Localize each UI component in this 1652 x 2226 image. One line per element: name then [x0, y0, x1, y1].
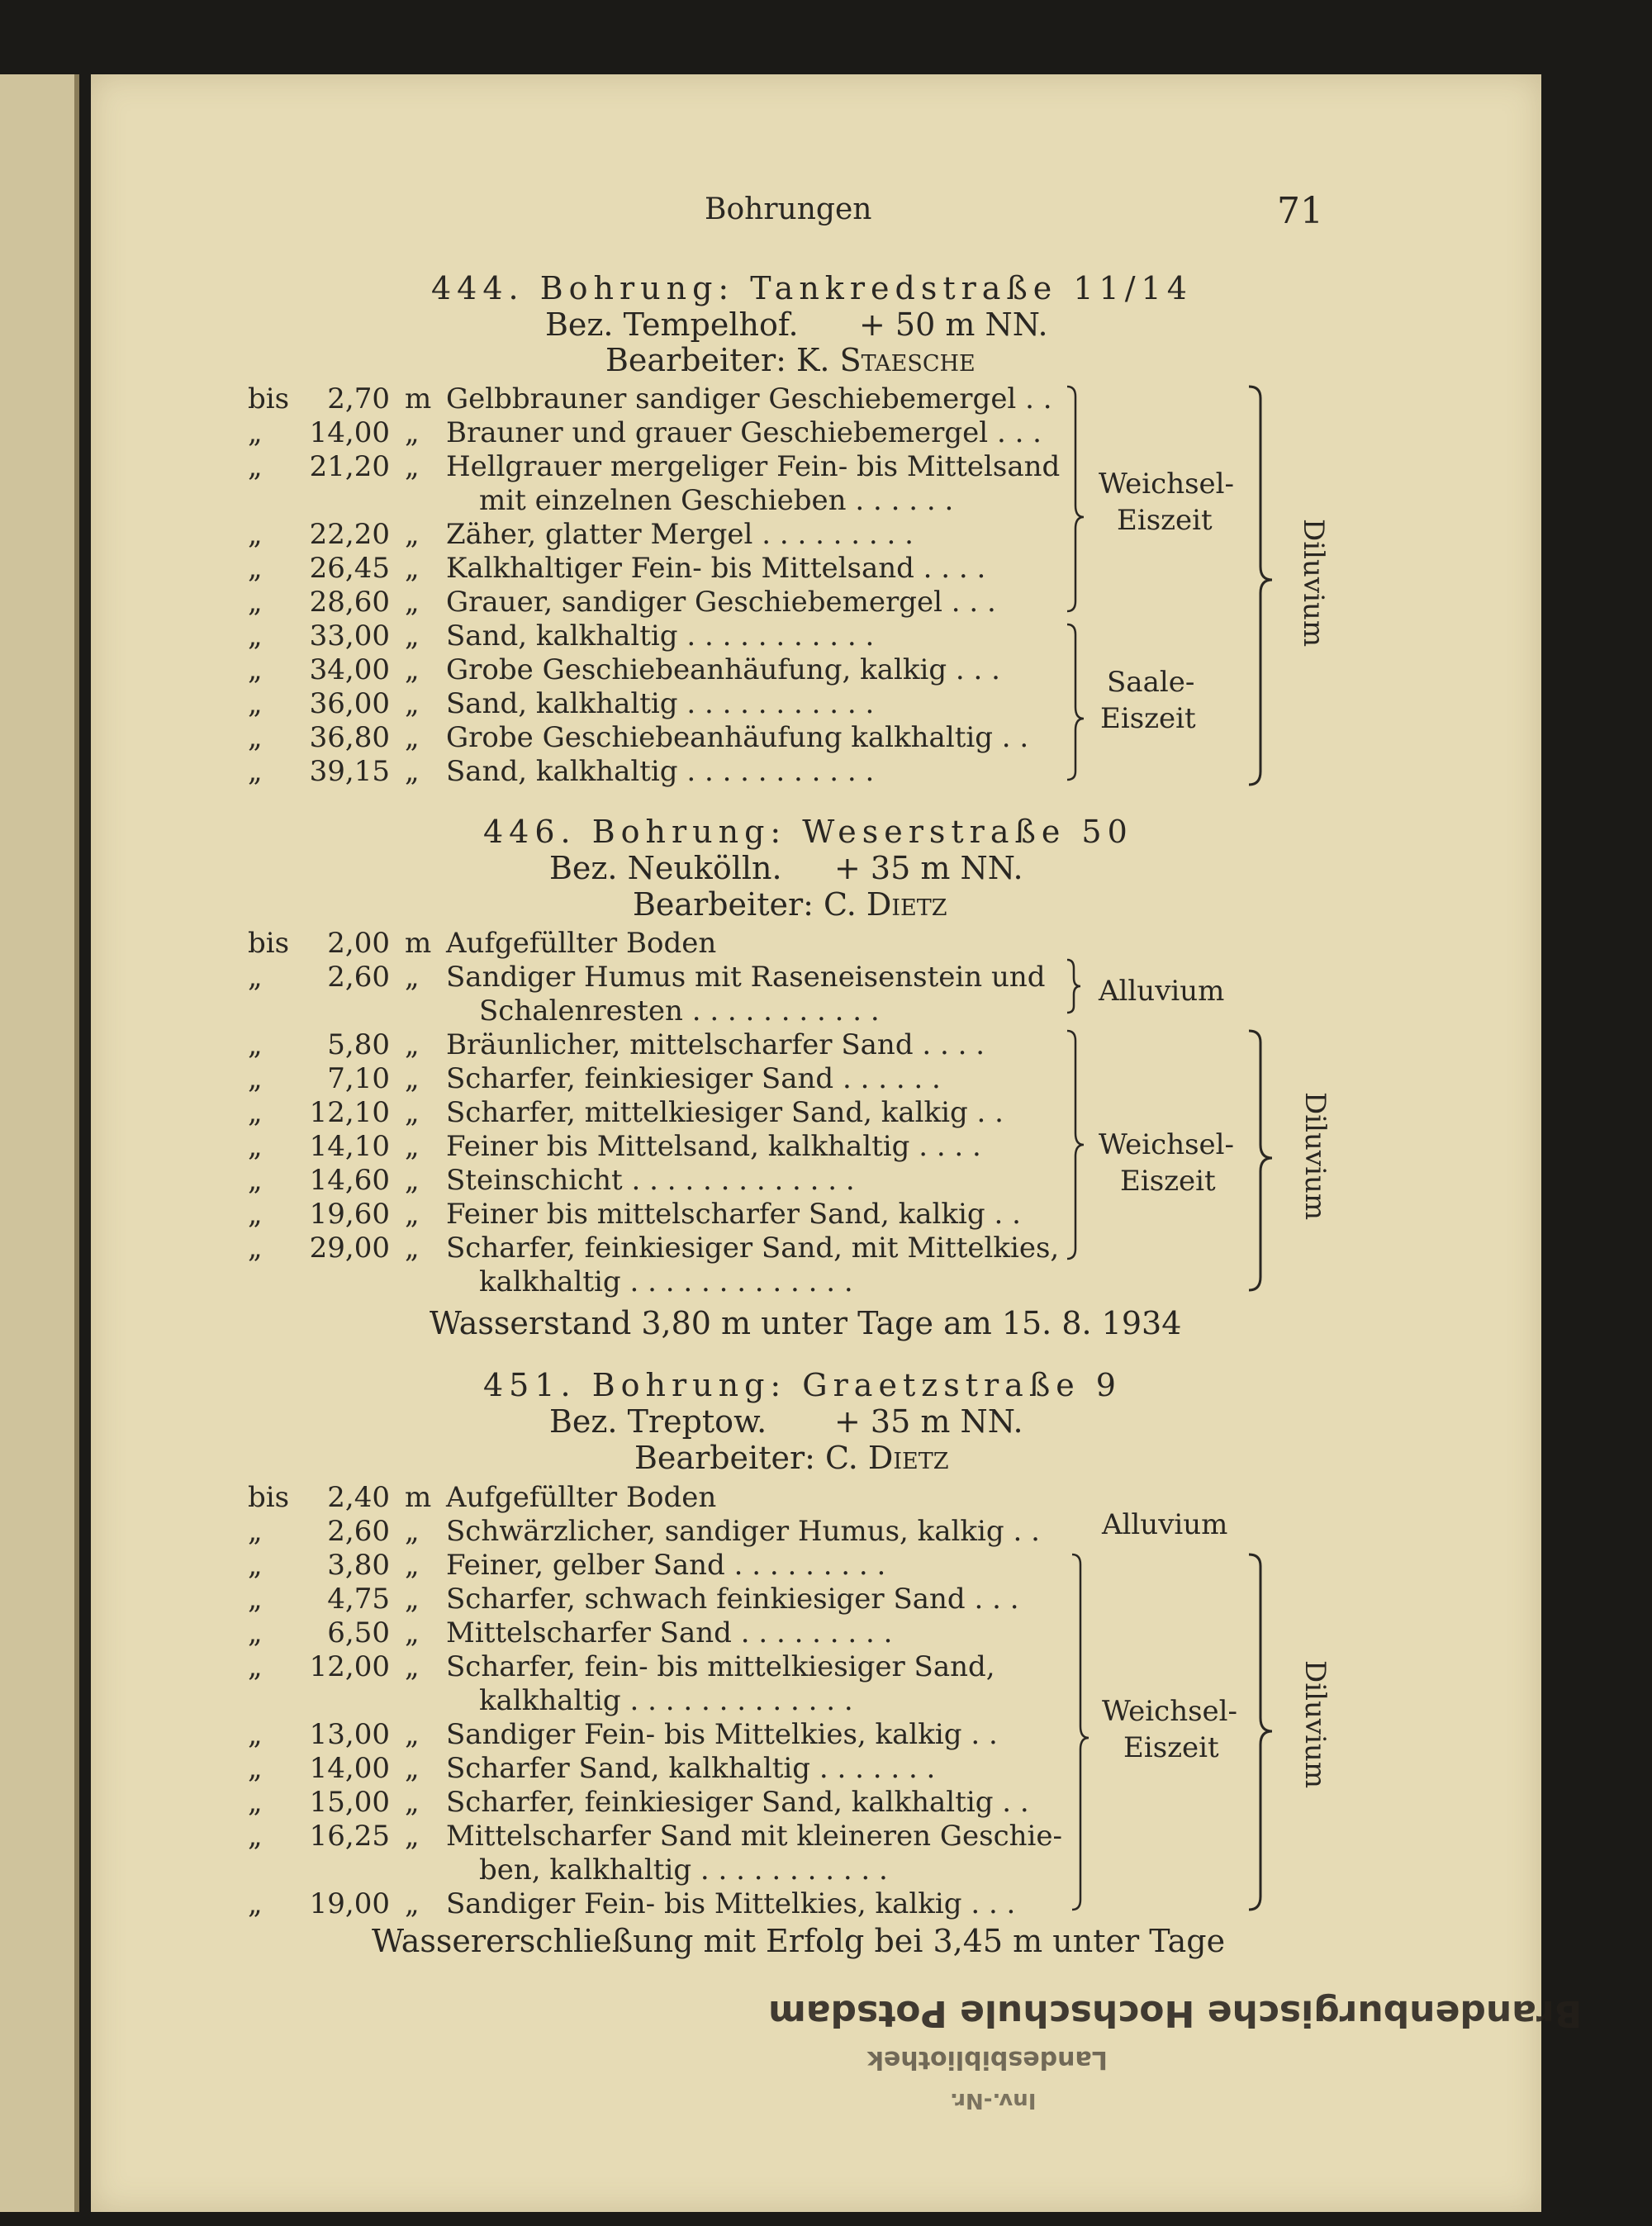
row-depth: 22,20: [309, 518, 390, 551]
row-description: Kalkhaltiger Fein- bis Mittelsand . . . .: [446, 552, 986, 585]
row-unit: „: [405, 1650, 420, 1683]
section-446-editor: Bearbeiter: C. Dietz: [633, 886, 947, 923]
section-446-location: Bez. Neukölln.: [549, 850, 782, 886]
row-description: Sandiger Humus mit Raseneisenstein und: [446, 961, 1046, 994]
row-unit: „: [405, 1130, 420, 1163]
row-unit: „: [405, 552, 420, 585]
row-depth: 14,00: [309, 1752, 390, 1785]
row-prefix: „: [248, 1718, 263, 1751]
row-depth: 2,60: [327, 961, 390, 994]
row-unit: „: [405, 1164, 420, 1197]
row-depth: 2,40: [327, 1481, 390, 1514]
row-description: Sandiger Fein- bis Mittelkies, kalkig . .: [446, 1718, 998, 1751]
row-depth: 15,00: [309, 1786, 390, 1819]
section-451-elevation: + 35 m NN.: [834, 1403, 1023, 1440]
row-prefix: bis: [248, 927, 290, 960]
row-description: Steinschicht . . . . . . . . . . . . .: [446, 1164, 855, 1197]
library-stamp-line2: Landesbibliothek: [867, 2045, 1108, 2074]
row-unit: „: [405, 416, 420, 449]
library-stamp-line3: Inv.-Nr.: [950, 2088, 1037, 2113]
row-description: Grobe Geschiebeanhäufung kalkhaltig . .: [446, 721, 1029, 754]
row-depth: 29,00: [309, 1232, 390, 1265]
strat-label-alluvium-1: Alluvium: [1099, 975, 1225, 1008]
section-444-location: Bez. Tempelhof.: [545, 306, 799, 343]
section-451-footnote: Wassererschließung mit Erfolg bei 3,45 m unter Tage: [372, 1923, 1226, 1959]
row-description: mit einzelnen Geschieben . . . . . .: [479, 484, 954, 517]
row-prefix: „: [248, 687, 263, 720]
row-depth: 12,00: [309, 1650, 390, 1683]
row-description: Scharfer Sand, kalkhaltig . . . . . . .: [446, 1752, 936, 1785]
row-unit: „: [405, 1232, 420, 1265]
row-unit: „: [405, 1198, 420, 1231]
row-depth: 13,00: [309, 1718, 390, 1751]
section-446-elevation: + 35 m NN.: [834, 850, 1023, 886]
row-description: Scharfer, feinkiesiger Sand, kalkhaltig . .: [446, 1786, 1029, 1819]
row-prefix: bis: [248, 1481, 290, 1514]
brace-diluvium-3: [1247, 1553, 1280, 1916]
row-unit: m: [405, 927, 432, 960]
row-description: kalkhaltig . . . . . . . . . . . . .: [479, 1265, 853, 1298]
row-description: Schwärzlicher, sandiger Humus, kalkig . .: [446, 1515, 1040, 1548]
row-unit: „: [405, 687, 420, 720]
page-number: 71: [1277, 190, 1323, 232]
row-prefix: „: [248, 1616, 263, 1649]
row-description: kalkhaltig . . . . . . . . . . . . .: [479, 1684, 853, 1717]
section-444-title: 444. Bohrung: Tankredstraße 11/14: [431, 270, 1193, 306]
row-description: Zäher, glatter Mergel . . . . . . . . .: [446, 518, 914, 551]
row-description: Mittelscharfer Sand mit kleineren Geschie-: [446, 1820, 1063, 1853]
row-description: Feiner bis Mittelsand, kalkhaltig . . . .: [446, 1130, 981, 1163]
row-prefix: „: [248, 1887, 263, 1920]
row-depth: 5,80: [327, 1028, 390, 1061]
section-451-location: Bez. Treptow.: [549, 1403, 767, 1440]
row-prefix: „: [248, 961, 263, 994]
row-description: Scharfer, feinkiesiger Sand, mit Mittelkies,: [446, 1232, 1060, 1265]
row-unit: „: [405, 619, 420, 653]
brace-diluvium-2: [1247, 1029, 1280, 1302]
brace-alluvium-1: [1066, 958, 1090, 1305]
row-prefix: „: [248, 721, 263, 754]
section-446-footnote: Wasserstand 3,80 m unter Tage am 15. 8. 1934: [430, 1305, 1182, 1341]
brace-weichsel-3: [1070, 1553, 1095, 1916]
row-prefix: „: [248, 1515, 263, 1548]
row-unit: „: [405, 1062, 420, 1095]
row-prefix: „: [248, 1820, 263, 1853]
row-description: Grobe Geschiebeanhäufung, kalkig . . .: [446, 653, 1000, 686]
row-description: Sand, kalkhaltig . . . . . . . . . . .: [446, 755, 875, 788]
row-unit: „: [405, 755, 420, 788]
strat-label-weichsel-3: Weichsel-: [1102, 1695, 1238, 1728]
row-description: Feiner, gelber Sand . . . . . . . . .: [446, 1549, 886, 1582]
row-unit: „: [405, 961, 420, 994]
row-depth: 19,00: [309, 1887, 390, 1920]
era-label-diluvium-2: Diluvium: [1298, 1092, 1332, 1221]
row-depth: 14,60: [309, 1164, 390, 1197]
brace-weichsel-1: [1066, 385, 1090, 781]
row-unit: „: [405, 721, 420, 754]
row-prefix: „: [248, 1062, 263, 1095]
row-prefix: „: [248, 1232, 263, 1265]
library-stamp-line1: Brandenburgische Hochschule Potsdam: [768, 1992, 1583, 2034]
previous-page-edge: [0, 74, 79, 2212]
row-unit: „: [405, 1718, 420, 1751]
strat-label-weichsel-2: Weichsel-: [1099, 1128, 1235, 1161]
row-unit: m: [405, 382, 432, 415]
row-description: Scharfer, mittelkiesiger Sand, kalkig . .: [446, 1096, 1004, 1129]
row-depth: 36,80: [309, 721, 390, 754]
section-444-editor: Bearbeiter: K. Staesche: [605, 342, 976, 378]
row-prefix: „: [248, 586, 263, 619]
row-prefix: „: [248, 1583, 263, 1616]
row-prefix: „: [248, 619, 263, 653]
row-depth: 2,00: [327, 927, 390, 960]
row-prefix: „: [248, 1549, 263, 1582]
row-unit: „: [405, 1786, 420, 1819]
row-description: Mittelscharfer Sand . . . . . . . . .: [446, 1616, 893, 1649]
strat-label-saale: Saale-: [1107, 666, 1195, 699]
row-description: Sand, kalkhaltig . . . . . . . . . . .: [446, 619, 875, 653]
row-unit: „: [405, 1820, 420, 1853]
row-unit: „: [405, 518, 420, 551]
row-depth: 26,45: [309, 552, 390, 585]
era-label-diluvium-1: Diluvium: [1297, 519, 1330, 648]
row-prefix: „: [248, 416, 263, 449]
row-prefix: „: [248, 1650, 263, 1683]
row-unit: „: [405, 1583, 420, 1616]
row-unit: „: [405, 586, 420, 619]
section-444-elevation: + 50 m NN.: [859, 306, 1048, 343]
row-depth: 6,50: [327, 1616, 390, 1649]
section-451-editor: Bearbeiter: C. Dietz: [634, 1440, 949, 1476]
row-description: Hellgrauer mergeliger Fein- bis Mittelsand: [446, 450, 1061, 483]
row-depth: 12,10: [309, 1096, 390, 1129]
row-description: Gelbbrauner sandiger Geschiebemergel . .: [446, 382, 1052, 415]
row-unit: „: [405, 1616, 420, 1649]
row-depth: 3,80: [327, 1549, 390, 1582]
section-451-title: 451. Bohrung: Graetzstraße 9: [483, 1367, 1122, 1403]
row-unit: m: [405, 1481, 432, 1514]
row-depth: 7,10: [327, 1062, 390, 1095]
row-depth: 39,15: [309, 755, 390, 788]
row-description: Bräunlicher, mittelscharfer Sand . . . .: [446, 1028, 985, 1061]
row-unit: „: [405, 1887, 420, 1920]
row-description: Grauer, sandiger Geschiebemergel . . .: [446, 586, 996, 619]
era-label-diluvium-3: Diluvium: [1298, 1660, 1332, 1789]
row-depth: 14,10: [309, 1130, 390, 1163]
running-title: Bohrungen: [705, 192, 872, 226]
strat-label-eiszeit-4: Eiszeit: [1123, 1731, 1219, 1764]
row-unit: „: [405, 1515, 420, 1548]
row-description: Sand, kalkhaltig . . . . . . . . . . .: [446, 687, 875, 720]
row-prefix: „: [248, 755, 263, 788]
row-prefix: „: [248, 1028, 263, 1061]
row-prefix: „: [248, 1164, 263, 1197]
row-unit: „: [405, 1028, 420, 1061]
strat-label-eiszeit-2: Eiszeit: [1100, 702, 1196, 735]
row-prefix: „: [248, 653, 263, 686]
row-prefix: „: [248, 552, 263, 585]
row-depth: 19,60: [309, 1198, 390, 1231]
row-depth: 14,00: [309, 416, 390, 449]
row-description: Aufgefüllter Boden: [446, 1481, 717, 1514]
row-description: Scharfer, schwach feinkiesiger Sand . . .: [446, 1583, 1019, 1616]
section-446-title: 446. Bohrung: Weserstraße 50: [483, 814, 1133, 850]
row-description: Aufgefüllter Boden: [446, 927, 717, 960]
row-unit: „: [405, 653, 420, 686]
row-prefix: „: [248, 1096, 263, 1129]
row-prefix: „: [248, 1198, 263, 1231]
row-depth: 4,75: [327, 1583, 390, 1616]
row-unit: „: [405, 450, 420, 483]
row-depth: 2,60: [327, 1515, 390, 1548]
row-description: Brauner und grauer Geschiebemergel . . .: [446, 416, 1042, 449]
strat-label-eiszeit-1: Eiszeit: [1117, 504, 1213, 537]
row-unit: „: [405, 1096, 420, 1129]
row-depth: 34,00: [309, 653, 390, 686]
brace-diluvium-1: [1247, 385, 1280, 790]
row-depth: 28,60: [309, 586, 390, 619]
row-prefix: „: [248, 1786, 263, 1819]
row-depth: 2,70: [327, 382, 390, 415]
row-depth: 16,25: [309, 1820, 390, 1853]
row-description: Feiner bis mittelscharfer Sand, kalkig . .: [446, 1198, 1021, 1231]
row-prefix: „: [248, 1130, 263, 1163]
strat-label-eiszeit-3: Eiszeit: [1120, 1165, 1216, 1198]
row-unit: „: [405, 1752, 420, 1785]
row-unit: „: [405, 1549, 420, 1582]
row-prefix: bis: [248, 382, 290, 415]
row-description: Scharfer, feinkiesiger Sand . . . . . .: [446, 1062, 941, 1095]
row-depth: 33,00: [309, 619, 390, 653]
strat-label-weichsel-1: Weichsel-: [1099, 468, 1235, 501]
row-description: Scharfer, fein- bis mittelkiesiger Sand,: [446, 1650, 995, 1683]
row-depth: 21,20: [309, 450, 390, 483]
row-description: Schalenresten . . . . . . . . . . .: [479, 994, 880, 1028]
row-depth: 36,00: [309, 687, 390, 720]
row-description: Sandiger Fein- bis Mittelkies, kalkig . . .: [446, 1887, 1016, 1920]
row-prefix: „: [248, 518, 263, 551]
row-prefix: „: [248, 450, 263, 483]
strat-label-alluvium-2: Alluvium: [1102, 1508, 1228, 1541]
row-prefix: „: [248, 1752, 263, 1785]
row-description: ben, kalkhaltig . . . . . . . . . . .: [479, 1853, 888, 1887]
